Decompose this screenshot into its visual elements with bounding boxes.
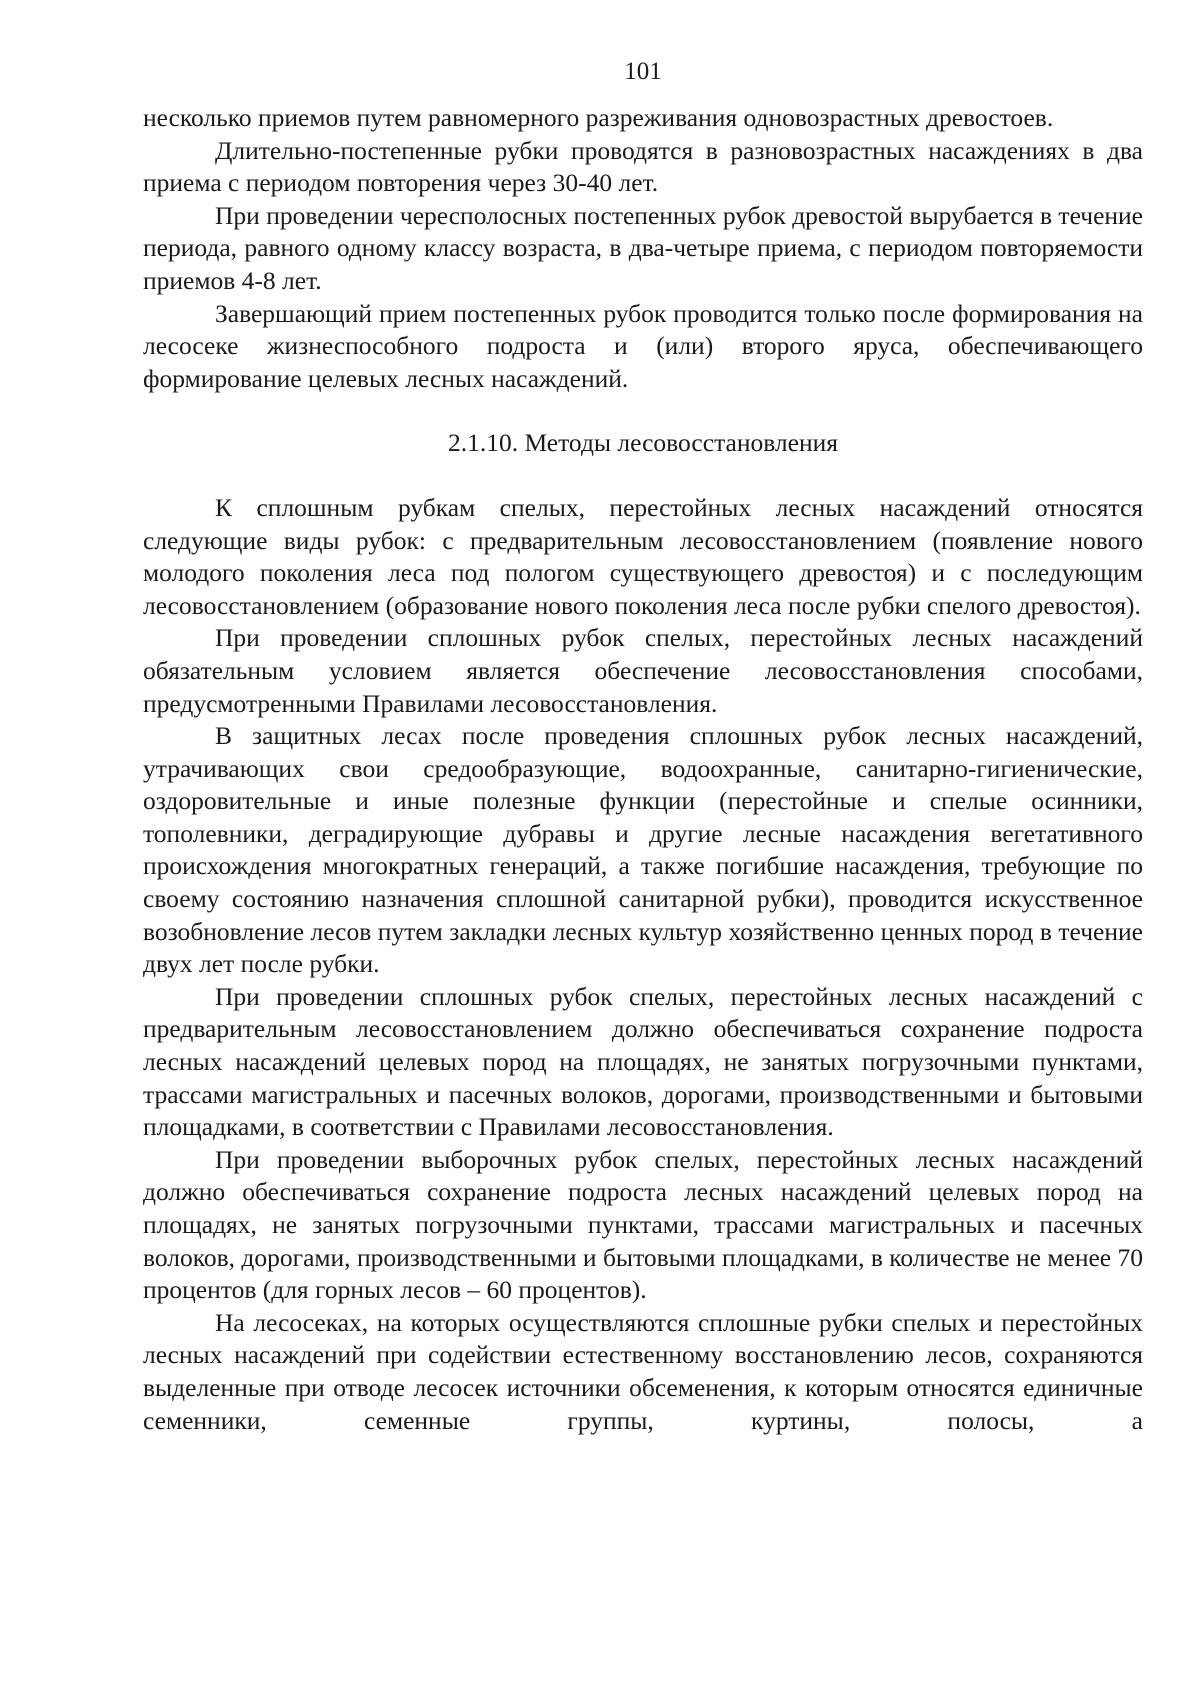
paragraph: При проведении сплошных рубок спелых, перестойных лесных насаждений с предварительным лесовосстановлением должно обеспечиваться сохранение подроста лесных насаждений целевых пород на площадях, не занятых погрузочными пунктами, трассами магистральных и пасечных волоков, дорогами, производственными и бытовыми площадками, в соответствии с Правилами лесовосстановления. bbox=[143, 981, 1143, 1142]
section-heading: 2.1.10. Методы лесовосстановления bbox=[447, 428, 839, 458]
paragraph: При проведении выборочных рубок спелых, перестойных лесных насаждений должно обеспечиваться сохранение подроста лесных насаждений целевых пород на площадях, не занятых погрузочными пунктами, трассами магистральных и пасечных волоков, дорогами, производственными и бытовыми площадками, в количестве не менее 70 процентов (для горных лесов – 60 процентов). bbox=[143, 1144, 1143, 1305]
paragraph: При проведении сплошных рубок спелых, перестойных лесных насаждений обязательным условием является обеспечение лесовосстановления способами, предусмотренными Правилами лесовосстановления. bbox=[143, 623, 1143, 718]
paragraph: Завершающий прием постепенных рубок проводится только после формирования на лесосеке жизнеспособного подроста и (или) второго яруса, обеспечивающего формирование целевых лесных насаждений. bbox=[143, 298, 1143, 393]
paragraph-continued: На лесосеках, на которых осуществляются сплошные рубки спелых и перестойных лесных насаждений при содействии естественному восстановлению лесов, сохраняются выделенные при отводе лесосек источники обсеменения, к которым относятся единичные семенники, семенные группы, куртины, полосы, а bbox=[143, 1307, 1143, 1435]
paragraph: К сплошным рубкам спелых, перестойных лесных насаждений относятся следующие виды рубок: с предварительным лесовосстановлением (появление нового молодого поколения леса под пологом существующего древостоя) и с последующим лесовосстановлением (образование нового поколения леса после рубки спелого древостоя). bbox=[143, 492, 1143, 620]
paragraph: несколько приемов путем равномерного разреживания одновозрастных древостоев. bbox=[143, 103, 1054, 132]
section-after-heading bbox=[143, 492, 1143, 1437]
page-number: 101 bbox=[624, 58, 662, 85]
paragraph: При проведении чересполосных постепенных рубок древостой вырубается в течение периода, равного одному классу возраста, в два-четыре приема, с периодом повторяемости приемов 4-8 лет. bbox=[143, 200, 1143, 295]
section-before-heading bbox=[143, 102, 1143, 395]
document-page bbox=[143, 56, 1143, 1437]
paragraph: Длительно-постепенные рубки проводятся в разновозрастных насаждениях в два приема с периодом повторения через 30-40 лет. bbox=[143, 135, 1143, 198]
paragraph: В защитных лесах после проведения сплошных рубок лесных насаждений, утрачивающих свои средообразующие, водоохранные, санитарно-гигиенические, оздоровительные и иные полезные функции (перестойные и спелые осинники, тополевники, деградирующие дубравы и другие лесные насаждения вегетативного происхождения многократных генераций, а также погибшие насаждения, требующие по своему состоянию назначения сплошной санитарной рубки), проводится искусственное возобновление лесов путем закладки лесных культур хозяйственно ценных пород в течение двух лет после рубки. bbox=[143, 721, 1143, 979]
